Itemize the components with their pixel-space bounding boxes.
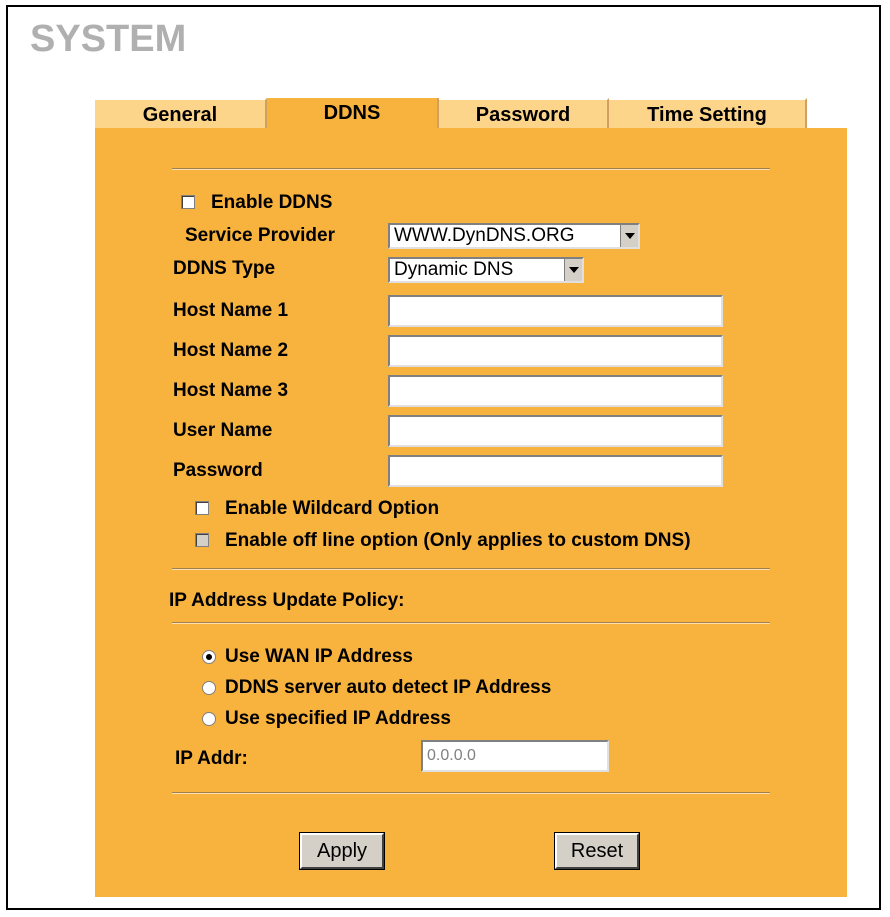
host-name-2-input[interactable] (388, 335, 723, 367)
host-name-1-input[interactable] (388, 295, 723, 327)
ddns-auto-detect-radio[interactable] (202, 681, 216, 695)
ip-policy-heading: IP Address Update Policy: (169, 590, 405, 611)
use-specified-ip-label: Use specified IP Address (225, 708, 451, 729)
host-name-2-label: Host Name 2 (173, 340, 289, 361)
bottom-divider (172, 792, 770, 794)
service-provider-value: WWW.DynDNS.ORG (394, 225, 575, 246)
reset-button[interactable]: Reset (555, 833, 639, 869)
host-name-3-label: Host Name 3 (173, 380, 289, 401)
tab-time-setting[interactable]: Time Setting (609, 98, 807, 128)
ip-addr-label: IP Addr: (175, 748, 248, 769)
ddns-type-value: Dynamic DNS (394, 259, 514, 280)
tab-general[interactable]: General (95, 98, 267, 128)
enable-offline-checkbox[interactable] (195, 533, 209, 547)
tab-ddns[interactable]: DDNS (267, 98, 439, 128)
use-wan-ip-label: Use WAN IP Address (225, 646, 413, 667)
ddns-type-label: DDNS Type (173, 258, 276, 279)
tab-password[interactable]: Password (439, 98, 609, 128)
user-name-label: User Name (173, 420, 273, 441)
host-name-1-label: Host Name 1 (173, 300, 289, 321)
enable-offline-label: Enable off line option (Only applies to custom DNS) (225, 530, 691, 551)
ddns-panel (95, 128, 847, 897)
password-label: Password (173, 460, 263, 481)
enable-wildcard-label: Enable Wildcard Option (225, 498, 440, 519)
ddns-type-select[interactable] (388, 257, 584, 283)
enable-wildcard-checkbox[interactable] (195, 501, 209, 515)
policy-divider (172, 622, 770, 624)
chevron-down-icon[interactable] (620, 225, 638, 247)
host-name-3-input[interactable] (388, 375, 723, 407)
password-input[interactable] (388, 455, 723, 487)
page-title: SYSTEM (30, 18, 187, 60)
chevron-down-icon[interactable] (564, 259, 582, 281)
use-wan-ip-radio[interactable] (202, 650, 216, 664)
ip-addr-input[interactable]: 0.0.0.0 (421, 740, 609, 772)
apply-button[interactable]: Apply (300, 833, 384, 869)
top-divider (172, 168, 770, 170)
use-specified-ip-radio[interactable] (202, 712, 216, 726)
user-name-input[interactable] (388, 415, 723, 447)
ddns-auto-detect-label: DDNS server auto detect IP Address (225, 677, 552, 698)
enable-ddns-checkbox[interactable] (181, 195, 195, 209)
middle-divider (172, 568, 770, 570)
service-provider-select[interactable] (388, 223, 640, 249)
service-provider-label: Service Provider (185, 225, 335, 246)
enable-ddns-label: Enable DDNS (211, 192, 333, 213)
